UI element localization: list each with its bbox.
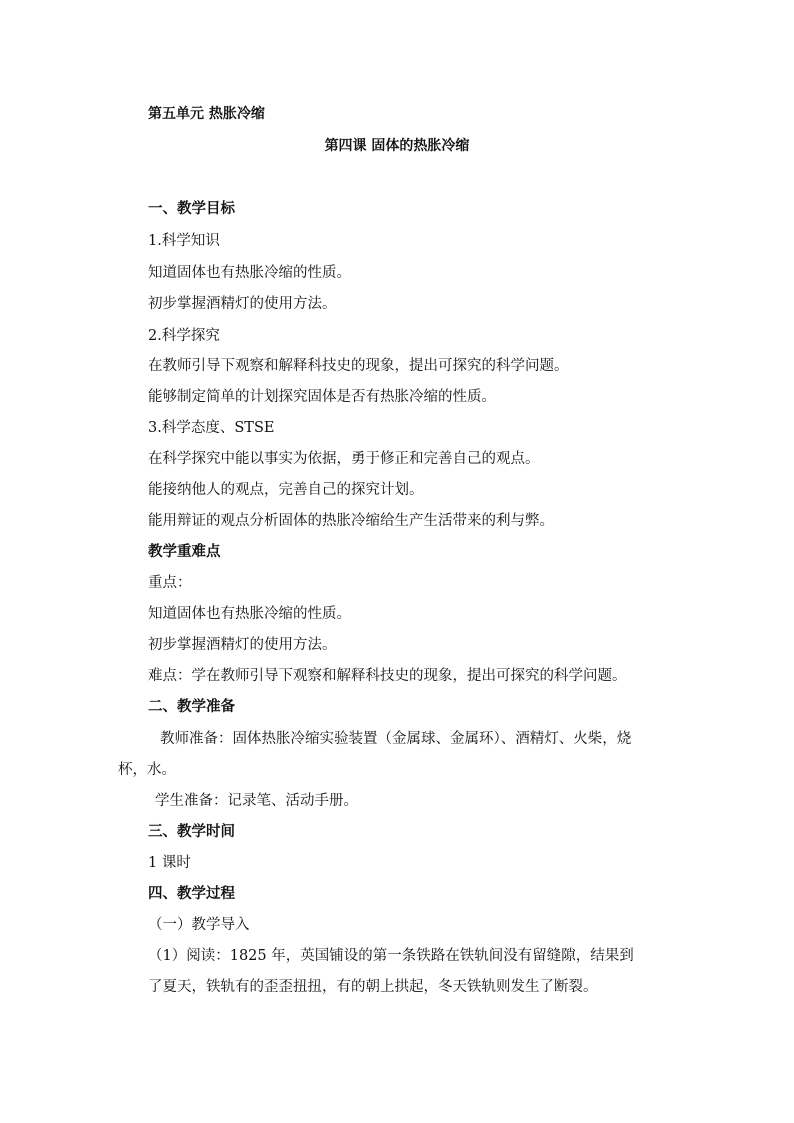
paragraph-line: 1 课时 <box>148 855 191 871</box>
paragraph-line: 教师准备：固体热胀冷缩实验装置（金属球、金属环）、酒精灯、火柴，烧 <box>160 731 632 747</box>
heading-teaching-preparation: 二、教学准备 <box>148 698 235 715</box>
heading-teaching-goals: 一、教学目标 <box>148 200 235 217</box>
paragraph-line: 重点： <box>148 575 192 591</box>
paragraph-line: 初步掌握酒精灯的使用方法。 <box>148 637 337 653</box>
paragraph-line: 了夏天，铁轨有的歪歪扭扭，有的朝上拱起，冬天铁轨则发生了断裂。 <box>148 979 598 995</box>
paragraph-line: 杯，水。 <box>118 762 176 778</box>
paragraph-line: 能够制定简单的计划探究固体是否有热胀冷缩的性质。 <box>148 389 496 405</box>
subheading-science-attitude: 3.科学态度、STSE <box>148 420 275 436</box>
paragraph-line: 难点：学在教师引导下观察和解释科技史的现象，提出可探究的科学问题。 <box>148 668 627 684</box>
paragraph-line: 在科学探究中能以事实为依据，勇于修正和完善自己的观点。 <box>148 451 540 467</box>
heading-teaching-process: 四、教学过程 <box>148 885 235 902</box>
paragraph-line: 能用辩证的观点分析固体的热胀冷缩给生产生活带来的利与弊。 <box>148 513 554 529</box>
unit-title: 第五单元 热胀冷缩 <box>148 106 265 122</box>
heading-teaching-time: 三、教学时间 <box>148 823 235 840</box>
paragraph-line: 知道固体也有热胀冷缩的性质。 <box>148 265 351 281</box>
subheading-teaching-intro: （一）教学导入 <box>148 917 250 933</box>
subheading-science-inquiry: 2.科学探究 <box>148 328 220 344</box>
lesson-title: 第四课 固体的热胀冷缩 <box>324 138 470 154</box>
paragraph-line: 能接纳他人的观点，完善自己的探究计划。 <box>148 482 424 498</box>
paragraph-line: 初步掌握酒精灯的使用方法。 <box>148 296 337 312</box>
paragraph-line: 知道固体也有热胀冷缩的性质。 <box>148 606 351 622</box>
paragraph-line: 在教师引导下观察和解释科技史的现象，提出可探究的科学问题。 <box>148 358 569 374</box>
heading-key-points: 教学重难点 <box>148 543 221 560</box>
paragraph-line: 学生准备：记录笔、活动手册。 <box>155 793 358 809</box>
subheading-science-knowledge: 1.科学知识 <box>148 233 220 249</box>
paragraph-line: （1）阅读：1825 年，英国铺设的第一条铁路在铁轨间没有留缝隙，结果到 <box>148 948 634 964</box>
